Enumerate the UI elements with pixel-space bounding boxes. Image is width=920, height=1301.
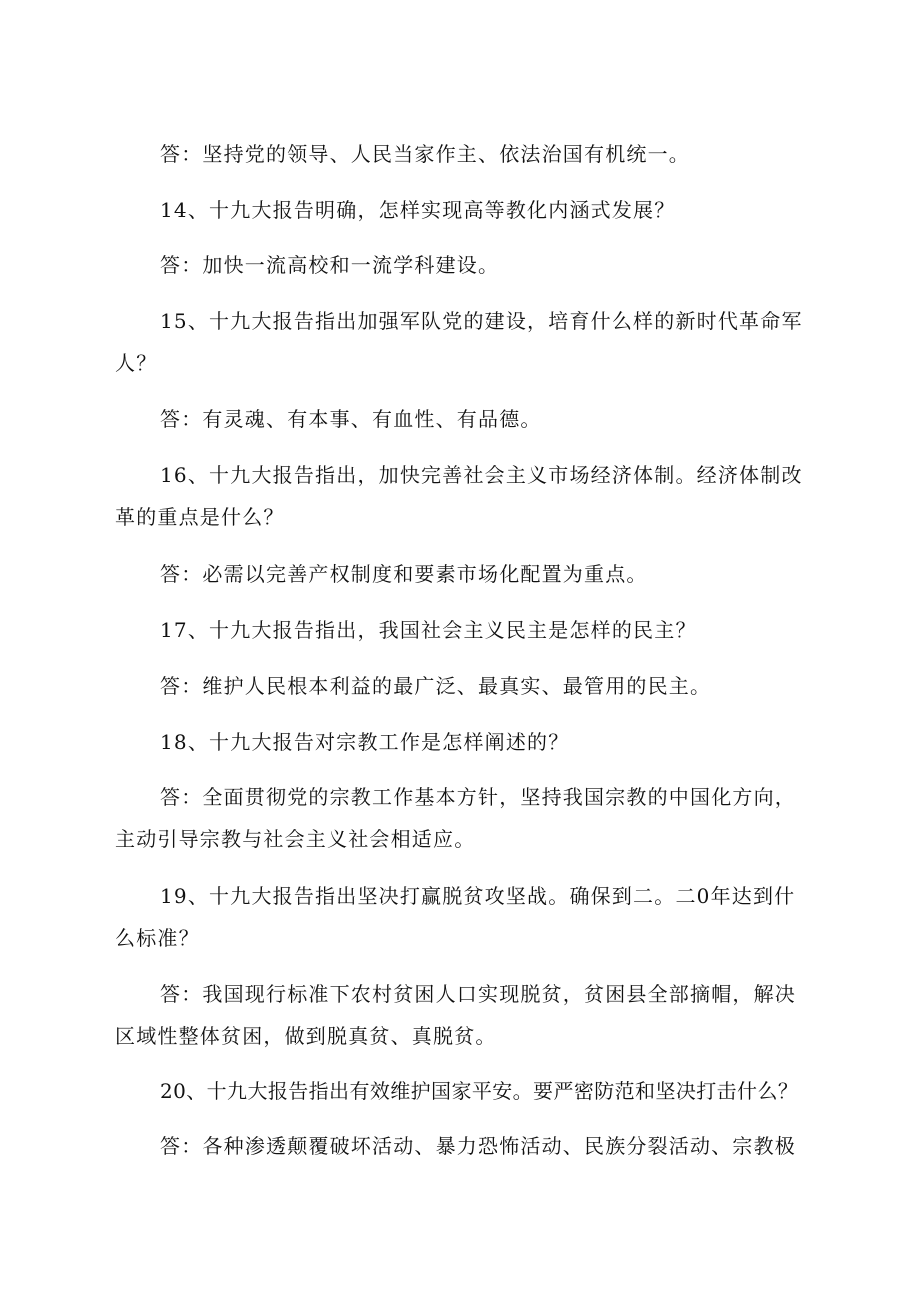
question-line: 19、十九大报告指出坚决打赢脱贫攻坚战。确保到二。二0年达到什 [160,884,796,908]
answer-19 [115,980,815,1050]
question-14 [115,196,815,224]
question-line-cont: 人？ [115,351,158,375]
question-line: 16、十九大报告指出，加快完善社会主义市场经济体制。经济体制改 [160,463,803,487]
answer-line: 答：我国现行标准下农村贫困人口实现脱贫，贫困县全部摘帽，解决 [160,982,796,1006]
answer-line: 答：坚持党的领导、人民当家作主、依法治国有机统一。 [160,142,690,166]
question-line-cont: 革的重点是什么？ [115,505,285,529]
answer-13 [115,140,815,168]
question-line: 17、十九大报告指出，我国社会主义民主是怎样的民主？ [160,618,697,642]
answer-line: 答：维护人民根本利益的最广泛、最真实、最管用的民主。 [160,674,712,698]
answer-14 [115,251,815,279]
answer-line-cont: 区域性整体贫困，做到脱真贫、真脱贫。 [115,1024,497,1048]
question-line-cont: 么标准？ [115,926,200,950]
answer-20 [115,1132,815,1160]
question-19 [115,882,815,952]
answer-line: 答：加快一流高校和一流学科建设。 [160,253,500,277]
answer-16 [115,560,815,588]
answer-line-cont: 主动引导宗教与社会主义社会相适应。 [115,827,476,851]
question-line: 18、十九大报告对宗教工作是怎样阐述的？ [160,730,570,754]
question-15 [115,307,815,377]
question-17 [115,616,815,644]
answer-15 [115,405,815,433]
question-16 [115,461,815,531]
question-20 [115,1077,815,1105]
answer-18 [115,783,815,853]
question-line: 20、十九大报告指出有效维护国家平安。要严密防范和坚决打击什么？ [160,1079,799,1103]
question-line: 14、十九大报告明确，怎样实现高等教化内涵式发展？ [160,198,676,222]
answer-line: 答：各种渗透颠覆破坏活动、暴力恐怖活动、民族分裂活动、宗教极 [160,1134,796,1158]
answer-17 [115,672,815,700]
answer-line: 答：全面贯彻党的宗教工作基本方针，坚持我国宗教的中国化方向， [160,785,796,809]
question-line: 15、十九大报告指出加强军队党的建设，培育什么样的新时代革命军 [160,309,803,333]
question-18 [115,728,815,756]
answer-line: 答：必需以完善产权制度和要素市场化配置为重点。 [160,562,648,586]
answer-line: 答：有灵魂、有本事、有血性、有品德。 [160,407,542,431]
